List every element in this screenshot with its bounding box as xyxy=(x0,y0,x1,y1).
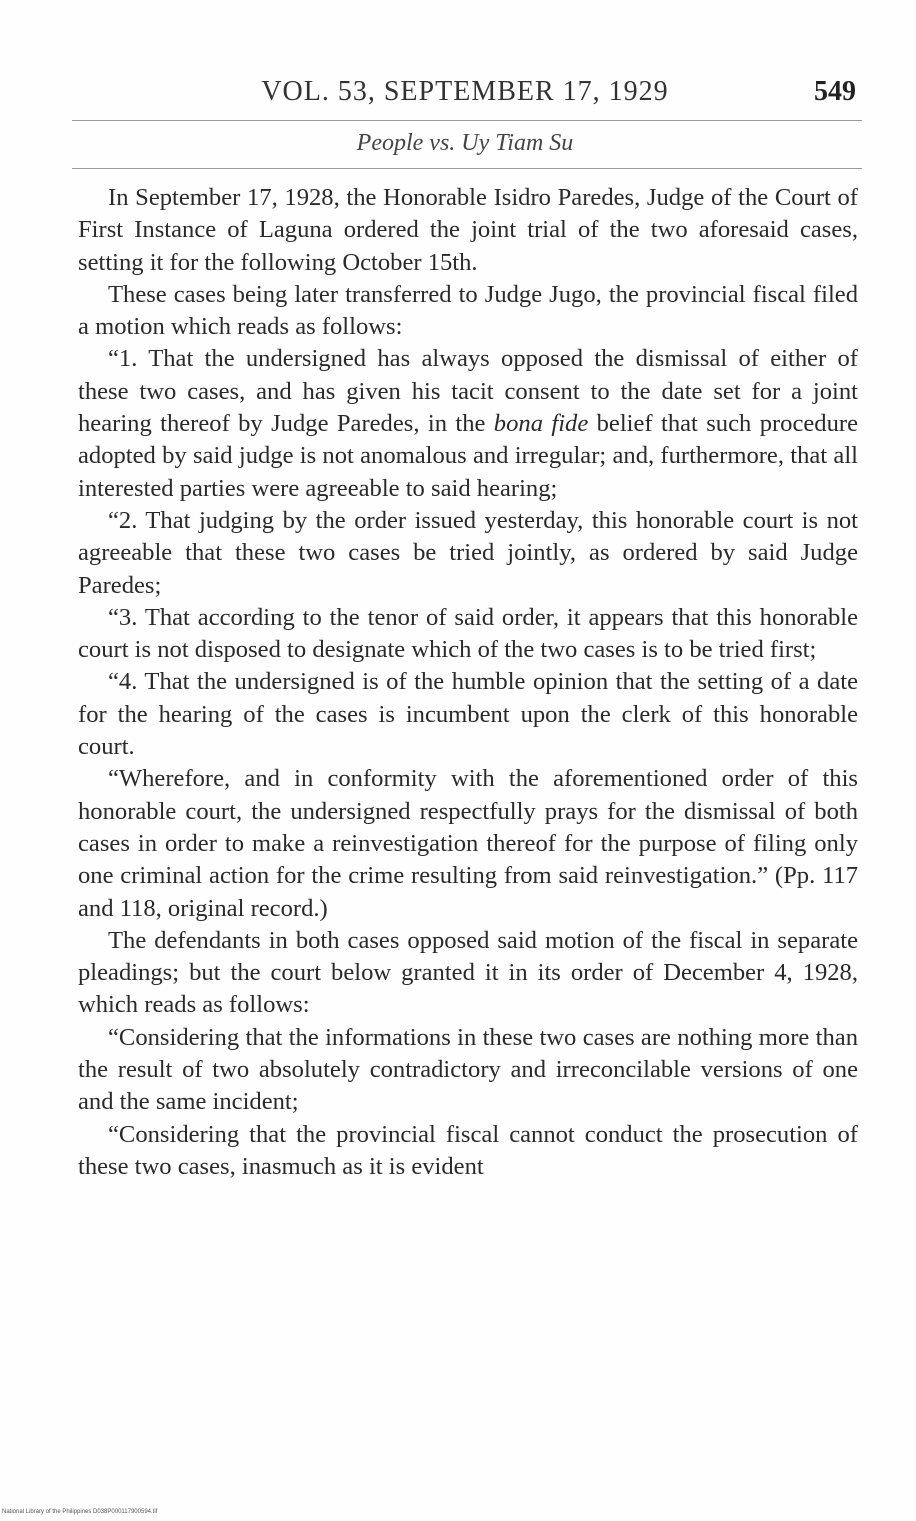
page-header xyxy=(70,72,860,112)
paragraph: “Considering that the informations in these two cases are nothing more than the result of two absolutely contradictory and irreconcilable versions of one and the same incident; xyxy=(78,1023,858,1116)
paragraph: The defendants in both cases opposed said motion of the fiscal in separate pleadings; but the court below granted it in its order of December 4, 1928, which reads as follows: xyxy=(78,926,858,1019)
volume-date-title: VOL. 53, SEPTEMBER 17, 1929 xyxy=(261,76,669,107)
paragraph xyxy=(78,343,858,504)
header-rule-bottom xyxy=(72,168,862,169)
italic-phrase: bona fide xyxy=(493,410,589,438)
paragraph-text: “1. That the undersigned has always opposed the dismissal of either of these two cases, and has given his tacit consent to the date set for a joint hearing thereof by Judge Paredes, in the xyxy=(78,345,858,438)
page-body xyxy=(78,182,858,1183)
paragraph: “2. That judging by the order issued yesterday, this honorable court is not agreeable that these two cases be tried jointly, as ordered by said Judge Paredes; xyxy=(78,506,858,599)
scan-footer: National Library of the Philippines D038P000117900594.tif xyxy=(2,1509,158,1515)
running-title: People vs. Uy Tiam Su xyxy=(356,130,574,156)
header-rule-top xyxy=(72,120,862,121)
page-number: 549 xyxy=(814,76,856,107)
paragraph-text: belief that such procedure adopted by said judge is not anomalous and irregular; and, furthermore, that all interested parties were agreeable to said hearing; xyxy=(78,410,859,502)
paragraph: “3. That according to the tenor of said order, it appears that this honorable court is not disposed to designate which of the two cases is to be tried first; xyxy=(78,603,858,664)
paragraph: “Considering that the provincial fiscal cannot conduct the prosecution of these two cases, inasmuch as it is evident xyxy=(78,1120,858,1180)
paragraph: “4. That the undersigned is of the humble opinion that the setting of a date for the hearing of the cases is incumbent upon the clerk of this honorable court. xyxy=(78,668,858,761)
paragraph: In September 17, 1928, the Honorable Isidro Paredes, Judge of the Court of First Instance of Laguna ordered the joint trial of the two aforesaid cases, setting it for the following October 15th. xyxy=(78,184,858,276)
paragraph: “Wherefore, and in conformity with the aforementioned order of this honorable court, the undersigned respectfully prays for the dismissal of both cases in order to make a reinvestigation thereof for the purpose of filing only one criminal action for the crime resulting from said reinvestigation.” (Pp. 117 and 118, original record.) xyxy=(78,765,858,922)
paragraph: These cases being later transferred to Judge Jugo, the provincial fiscal filed a motion which reads as follows: xyxy=(78,280,858,341)
